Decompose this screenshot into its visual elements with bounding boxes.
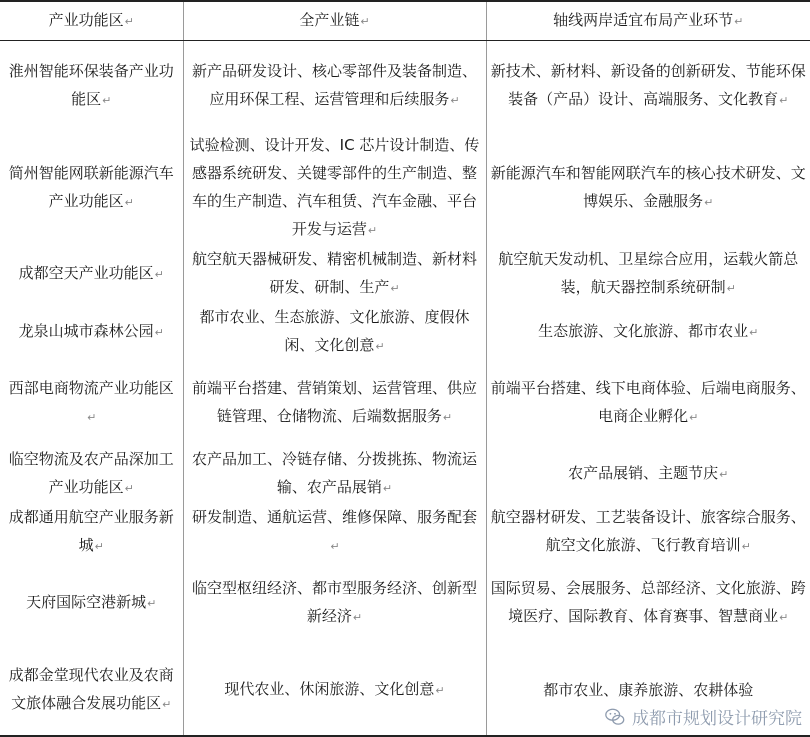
paragraph-mark-icon: ↵ [779,610,789,624]
paragraph-mark-icon: ↵ [147,596,157,610]
table-row [0,41,810,131]
cell-axis-links: 生态旅游、文化旅游、都市农业↵ [538,321,759,340]
cell-axis-links: 都市农业、康养旅游、农耕体验 [486,645,810,736]
cell-zone: 淮州智能环保装备产业功能区↵ [0,41,183,131]
paragraph-mark-icon: ↵ [719,467,729,481]
paragraph-mark-icon: ↵ [162,697,172,711]
watermark [604,704,802,729]
cell-zone: 成都空天产业功能区↵ [0,245,183,303]
cell-axis-links: 航空器材研发、工艺装备设计、旅客综合服务、航空文化旅游、飞行教育培训↵ [490,507,806,554]
paragraph-mark-icon: ↵ [382,481,393,495]
paragraph-mark-icon: ↵ [375,339,385,353]
cell-axis-links: 前端平台搭建、线下电商体验、后端电商服务、电商企业孵化↵ [490,378,806,425]
table-row [0,503,810,561]
paragraph-mark-icon: ↵ [154,325,164,339]
paragraph-mark-icon: ↵ [352,610,363,624]
wechat-icon [604,706,626,728]
cell-full-chain: 临空型枢纽经济、都市型服务经济、创新型新经济↵ [183,561,486,645]
paragraph-mark-icon: ↵ [704,195,714,209]
cell-axis-links: 新能源汽车和智能网联汽车的核心技术研发、文博娱乐、金融服务↵ [490,163,806,210]
cell-full-chain: 航空航天器械研发、精密机械制造、新材料研发、研制、生产↵ [183,245,486,303]
paragraph-mark-icon: ↵ [689,410,699,424]
header-axis-links: 轴线两岸适宜布局产业环节↵ [486,1,810,41]
cell-full-chain: 试验检测、设计开发、IC 芯片设计制造、传感器系统研发、关键零部件的生产制造、整车的生产制造、汽车租赁、汽车金融、平台开发与运营↵ [183,131,486,245]
cell-zone: 天府国际空港新城↵ [0,561,183,645]
watermark-text: 成都市规划设计研究院 [632,709,802,729]
table-row [0,303,810,361]
paragraph-mark-icon: ↵ [360,15,370,28]
cell-full-chain: 新产品研发设计、核心零部件及装备制造、应用环保工程、运营管理和后续服务↵ [183,41,486,131]
cell-full-chain: 现代农业、休闲旅游、文化创意↵ [183,645,486,736]
paragraph-mark-icon: ↵ [741,539,751,553]
cell-full-chain: 都市农业、生态旅游、文化旅游、度假休闲、文化创意↵ [183,303,486,361]
cell-axis-links: 航空航天发动机、卫星综合应用，运载火箭总装，航天器控制系统研制↵ [498,249,799,296]
cell-zone: 临空物流及农产品深加工产业功能区↵ [0,445,183,503]
table-header-row [0,1,810,41]
cell-zone: 简州智能网联新能源汽车产业功能区↵ [0,131,183,245]
paragraph-mark-icon: ↵ [367,223,378,237]
table-row [0,561,810,645]
paragraph-mark-icon: ↵ [779,93,789,107]
header-zone: 产业功能区↵ [0,1,183,41]
paragraph-mark-icon: ↵ [726,281,736,295]
paragraph-mark-icon: ↵ [330,539,340,553]
paragraph-mark-icon: ↵ [442,410,453,424]
cell-zone: 龙泉山城市森林公园↵ [0,303,183,361]
cell-zone: 成都通用航空产业服务新城↵ [0,503,183,561]
paragraph-mark-icon: ↵ [124,195,134,209]
paragraph-mark-icon: ↵ [435,683,445,697]
paragraph-mark-icon: ↵ [94,539,104,553]
paragraph-mark-icon: ↵ [124,15,134,28]
paragraph-mark-icon: ↵ [102,93,112,107]
paragraph-mark-icon: ↵ [124,481,134,495]
paragraph-mark-icon: ↵ [154,267,164,281]
cell-zone: 成都金堂现代农业及农商文旅体融合发展功能区↵ [0,645,183,736]
cell-full-chain: 农产品加工、冷链存储、分拨挑拣、物流运输、农产品展销↵ [183,445,486,503]
paragraph-mark-icon: ↵ [450,93,460,107]
table-row [0,361,810,445]
paragraph-mark-icon: ↵ [749,325,759,339]
paragraph-mark-icon: ↵ [87,410,97,424]
paragraph-mark-icon: ↵ [734,15,744,28]
cell-full-chain: 研发制造、通航运营、维修保障、服务配套↵ [183,503,486,561]
cell-full-chain: 前端平台搭建、营销策划、运营管理、供应链管理、仓储物流、后端数据服务↵ [183,361,486,445]
table-row [0,131,810,245]
header-full-chain: 全产业链↵ [183,1,486,41]
table-row [0,245,810,303]
cell-axis-links: 新技术、新材料、新设备的创新研发、节能环保装备（产品）设计、高端服务、文化教育↵ [490,61,806,108]
cell-axis-links: 国际贸易、会展服务、总部经济、文化旅游、跨境医疗、国际教育、体育赛事、智慧商业↵ [490,578,806,625]
cell-axis-links: 农产品展销、主题节庆↵ [568,463,729,482]
table-row [0,445,810,503]
paragraph-mark-icon: ↵ [390,281,400,295]
cell-zone: 西部电商物流产业功能区↵ [0,361,183,445]
